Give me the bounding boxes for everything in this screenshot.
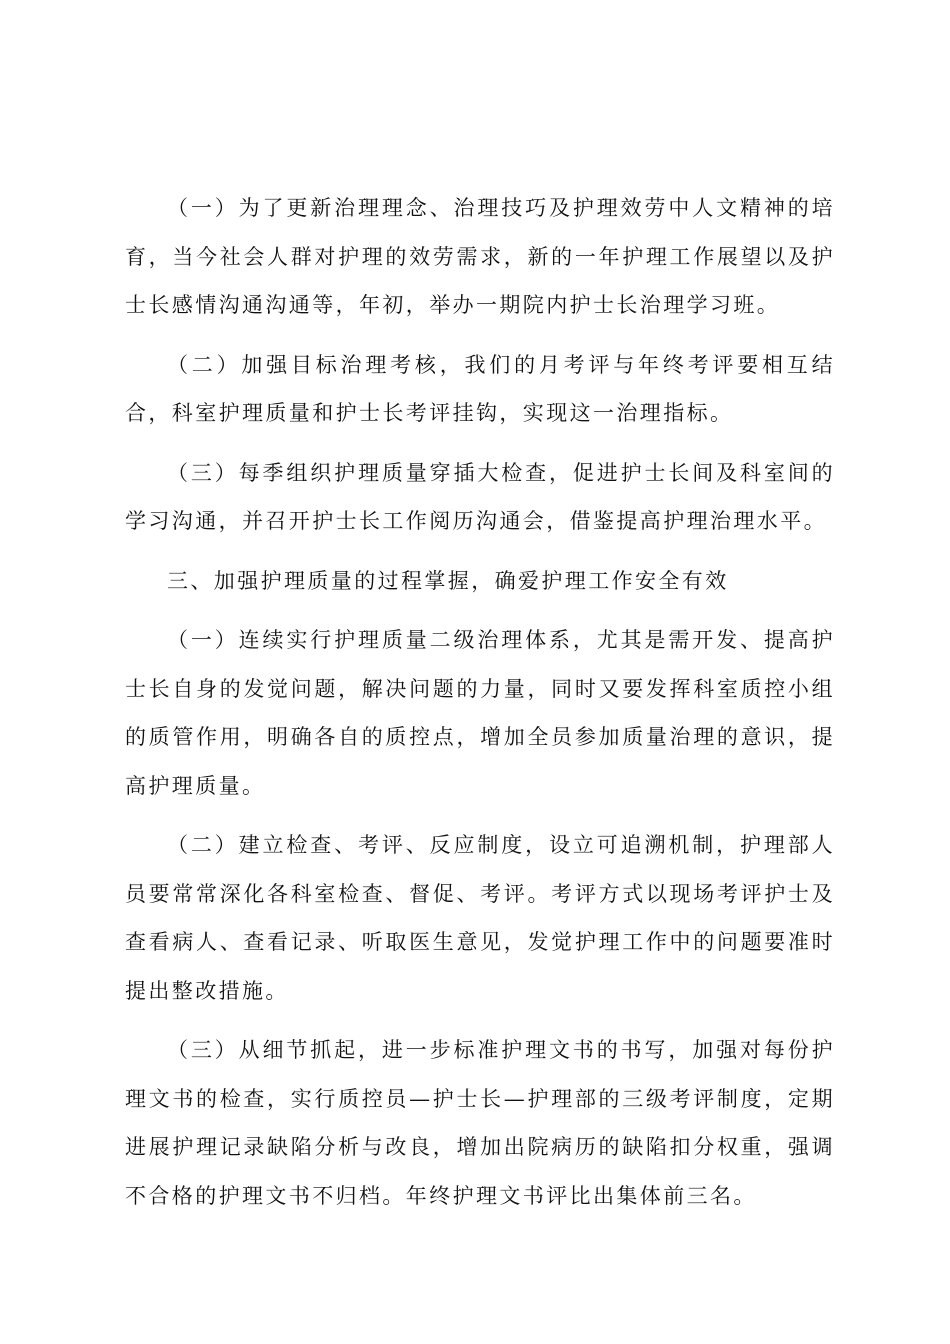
paragraph-4: （一）连续实行护理质量二级治理体系，尤其是需开发、提高护士长自身的发觉问题，解决问题的力量，同时又要发挥科室质控小组的质管作用，明确各自的质控点，增加全员参加质量治理的意识，提高护理质量。 <box>125 628 835 798</box>
section-heading-3: 三、加强护理质量的过程掌握，确爱护理工作安全有效 <box>167 568 729 593</box>
paragraph-5: （二）建立检查、考评、反应制度，设立可追溯机制，护理部人员要常常深化各科室检查、督促、考评。考评方式以现场考评护士及查看病人、查看记录、听取医生意见，发觉护理工作中的问题要准时提出整改措施。 <box>125 833 835 1003</box>
paragraph-3: （三）每季组织护理质量穿插大检查，促进护士长间及科室间的学习沟通，并召开护士长工作阅历沟通会，借鉴提高护理治理水平。 <box>125 460 835 533</box>
paragraph-2: （二）加强目标治理考核，我们的月考评与年终考评要相互结合，科室护理质量和护士长考评挂钩，实现这一治理指标。 <box>125 352 835 425</box>
paragraph-1: （一）为了更新治理理念、治理技巧及护理效劳中人文精神的培育，当今社会人群对护理的效劳需求，新的一年护理工作展望以及护士长感情沟通沟通等，年初，举办一期院内护士长治理学习班。 <box>125 196 835 317</box>
document-body <box>125 184 835 1231</box>
paragraph-6: （三）从细节抓起，进一步标准护理文书的书写，加强对每份护理文书的检查，实行质控员—护士长—护理部的三级考评制度，定期进展护理记录缺陷分析与改良，增加出院病历的缺陷扣分权重，强调不合格的护理文书不归档。年终护理文书评比出集体前三名。 <box>125 1038 835 1208</box>
